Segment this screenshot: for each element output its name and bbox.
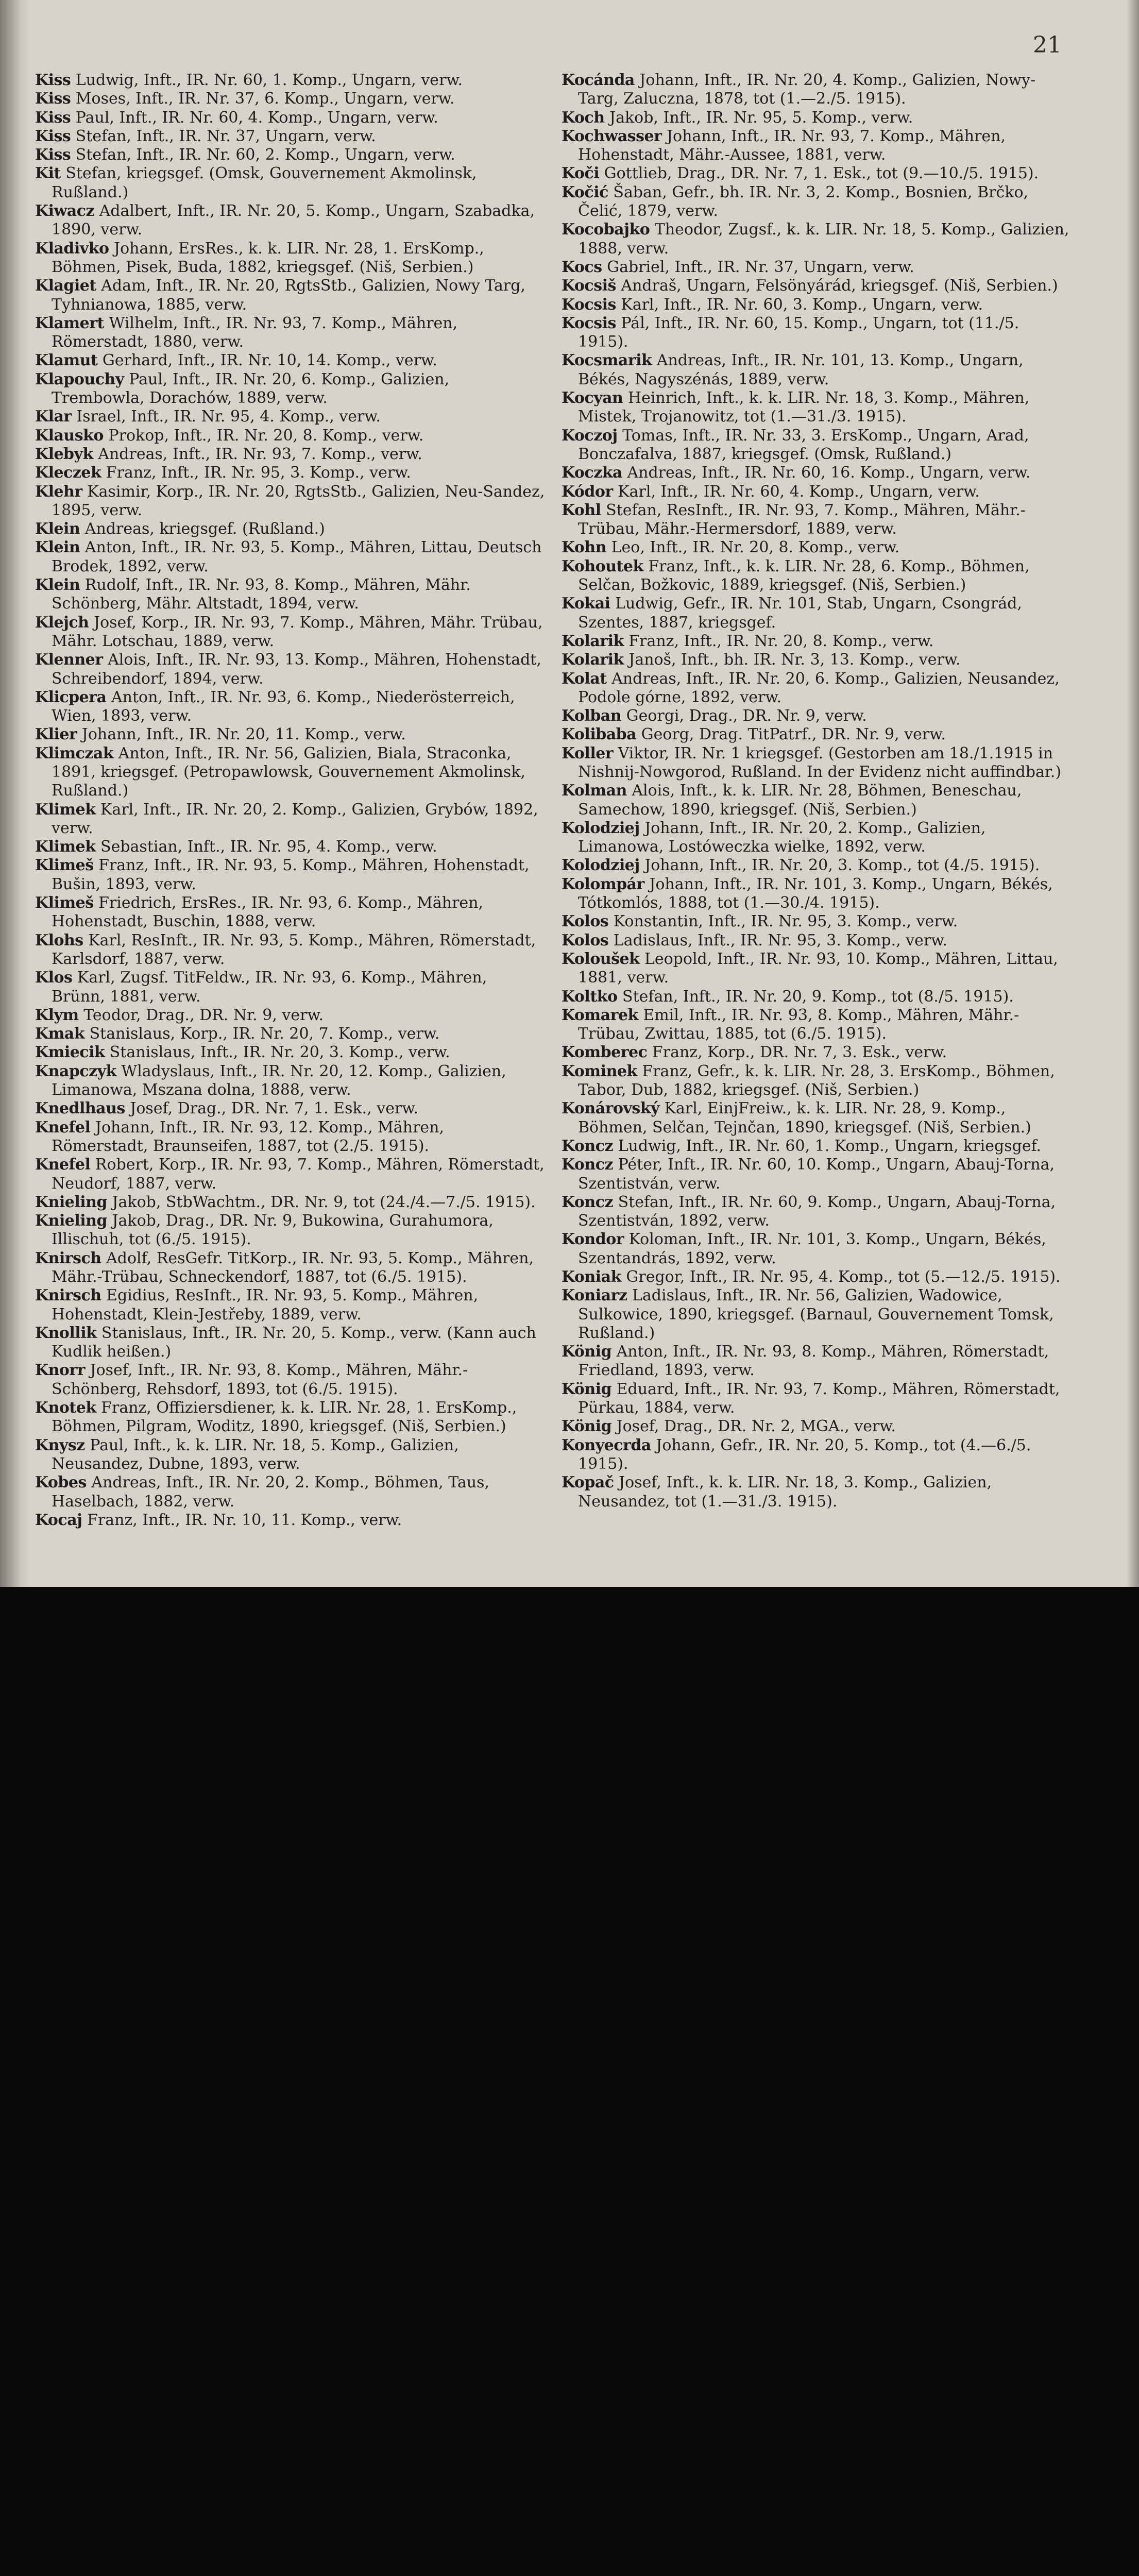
register-entry [562, 856, 1072, 875]
entry-details: Johann, Inft., IR. Nr. 20, 3. Komp., tot (4./5. 1915). [639, 856, 1040, 875]
entry-surname: Koncz [562, 1137, 614, 1155]
register-entry [35, 1249, 545, 1287]
entry-details: Pál, Inft., IR. Nr. 60, 15. Komp., Ungarn, tot (11./5. 1915). [578, 314, 1019, 351]
entry-details: Andraš, Ungarn, Felsönyárád, kriegsgef. (Niš, Serbien.) [616, 277, 1058, 295]
page-number: 21 [1033, 32, 1062, 58]
entry-surname: Klamut [35, 351, 98, 370]
register-entry [562, 744, 1072, 782]
entry-surname: Knollik [35, 1324, 97, 1342]
register-entry [35, 1511, 545, 1530]
register-entry [35, 538, 545, 576]
register-entry [562, 1380, 1072, 1418]
register-entry [562, 296, 1072, 314]
entry-details: Wilhelm, Inft., IR. Nr. 93, 7. Komp., Mähren, Römerstadt, 1880, verw. [52, 314, 458, 351]
entry-details: Georgi, Drag., DR. Nr. 9, verw. [621, 707, 867, 725]
entry-surname: Kohn [562, 538, 607, 557]
entry-surname: Kolompár [562, 875, 644, 893]
entry-surname: Knirsch [35, 1286, 101, 1305]
entry-surname: Kódor [562, 482, 613, 501]
entry-details: Gabriel, Inft., IR. Nr. 37, Ungarn, verw. [602, 258, 914, 276]
entry-surname: Kocsmarik [562, 351, 652, 370]
entry-surname: Kohl [562, 501, 601, 519]
entry-details: Johann, Inft., IR. Nr. 93, 12. Komp., Mähren, Römerstadt, Braunseifen, 1887, tot (2./5. 1915). [52, 1118, 445, 1155]
entry-details: Jakob, StbWachtm., DR. Nr. 9, tot (24./4.—7./5. 1915). [107, 1193, 536, 1211]
entry-surname: Kocyan [562, 389, 623, 408]
entry-surname: Knefel [35, 1156, 91, 1174]
register-entry [35, 1473, 545, 1511]
entry-details: Franz, Gefr., k. k. LIR. Nr. 28, 3. ErsKomp., Böhmen, Tabor, Dub, 1882, kriegsgef. (Niš, Serbien.) [578, 1062, 1055, 1099]
register-entry [35, 240, 545, 277]
entry-details: Josef, Drag., DR. Nr. 2, MGA., verw. [611, 1417, 896, 1436]
entry-details: Karl, EinjFreiw., k. k. LIR. Nr. 28, 9. Komp., Böhmen, Selčan, Tejnčan, 1890, kriegsgef. (Niš, Serbien.) [578, 1099, 1031, 1137]
register-entry [35, 445, 545, 464]
entry-details: Karl, Zugsf. TitFeldw., IR. Nr. 93, 6. Komp., Mähren, Brünn, 1881, verw. [52, 969, 487, 1006]
entry-surname: Koniak [562, 1268, 621, 1286]
entry-details: Andreas, Inft., IR. Nr. 93, 7. Komp., verw. [93, 445, 422, 463]
entry-details: Koloman, Inft., IR. Nr. 101, 3. Komp., Ungarn, Békés, Szentandrás, 1892, verw. [578, 1230, 1046, 1267]
entry-surname: Klimeš [35, 894, 94, 912]
entry-surname: Kohoutek [562, 557, 643, 575]
register-entry [562, 670, 1072, 707]
entry-details: Leopold, Inft., IR. Nr. 93, 10. Komp., Mähren, Littau, 1881, verw. [578, 950, 1058, 987]
entry-details: Karl, ResInft., IR. Nr. 93, 5. Komp., Mähren, Römerstadt, Karlsdorf, 1887, verw. [52, 931, 536, 968]
register-entry [562, 557, 1072, 595]
entry-details: Ludwig, Inft., IR. Nr. 60, 1. Komp., Ungarn, kriegsgef. [613, 1137, 1042, 1155]
entry-details: Prokop, Inft., IR. Nr. 20, 8. Komp., verw. [103, 426, 424, 445]
entry-surname: Kocs [562, 258, 602, 276]
page-gutter-shadow [0, 0, 30, 1587]
entry-details: Johann, ErsRes., k. k. LIR. Nr. 28, 1. ErsKomp., Böhmen, Pisek, Buda, 1882, kriegsgef. (Niš, Serbien.) [52, 239, 484, 276]
entry-surname: Knotek [35, 1399, 96, 1417]
register-entry [35, 725, 545, 744]
register-entry [562, 258, 1072, 277]
entry-surname: Kmak [35, 1025, 85, 1043]
entry-details: Franz, Inft., IR. Nr. 95, 3. Komp., verw. [101, 464, 411, 482]
register-entry [562, 277, 1072, 295]
entry-surname: Knysz [35, 1436, 85, 1454]
register-entry [35, 801, 545, 838]
entry-surname: Knieling [35, 1212, 107, 1230]
register-entry [35, 931, 545, 969]
entry-details: Péter, Inft., IR. Nr. 60, 10. Komp., Ungarn, Abauj-Torna, Szentistván, verw. [578, 1156, 1055, 1193]
entry-details: Gregor, Inft., IR. Nr. 95, 4. Komp., tot (5.—12./5. 1915). [621, 1268, 1061, 1286]
register-entry [562, 389, 1072, 427]
register-entry [35, 1156, 545, 1193]
entry-surname: Kiss [35, 108, 71, 127]
entry-surname: Kolodziej [562, 819, 640, 837]
entry-details: Sebastian, Inft., IR. Nr. 95, 4. Komp., verw. [95, 838, 437, 856]
entry-surname: Klejch [35, 613, 89, 632]
entry-details: Emil, Inft., IR. Nr. 93, 8. Komp., Mähren, Mähr.-Trübau, Zwittau, 1885, tot (6./5. 1915). [578, 1006, 1019, 1043]
register-entry [35, 1099, 545, 1118]
register-entry [562, 483, 1072, 501]
register-entry [562, 314, 1072, 352]
entry-surname: Kiss [35, 90, 71, 108]
register-entry [562, 109, 1072, 127]
entry-surname: König [562, 1417, 612, 1436]
register-entry [562, 1268, 1072, 1286]
entry-surname: Kondor [562, 1230, 624, 1249]
register-entry [562, 1193, 1072, 1231]
entry-details: Gottlieb, Drag., DR. Nr. 7, 1. Esk., tot (9.—10./5. 1915). [599, 164, 1039, 183]
entry-details: Stefan, kriegsgef. (Omsk, Gouvernement Akmolinsk, Rußland.) [52, 164, 477, 201]
entry-surname: König [562, 1380, 612, 1398]
entry-details: Franz, Inft., IR. Nr. 10, 11. Komp., verw. [82, 1511, 402, 1529]
entry-details: Robert, Korp., IR. Nr. 93, 7. Komp., Mähren, Römerstadt, Neudorf, 1887, verw. [52, 1156, 545, 1193]
entry-details: Jakob, Inft., IR. Nr. 95, 5. Komp., verw. [604, 108, 913, 127]
register-entry [562, 1156, 1072, 1193]
entry-surname: Koncz [562, 1193, 614, 1211]
register-entry [35, 90, 545, 108]
entry-surname: Kolarik [562, 632, 624, 650]
register-entry [35, 520, 545, 538]
entry-details: Moses, Inft., IR. Nr. 37, 6. Komp., Ungarn, verw. [71, 90, 455, 108]
entry-details: Stefan, Inft., IR. Nr. 37, Ungarn, verw. [71, 127, 376, 145]
viewer-footer [0, 1587, 1139, 1691]
entry-details: Alois, Inft., IR. Nr. 93, 13. Komp., Mähren, Hohenstadt, Schreibendorf, 1894, verw. [52, 651, 541, 688]
entry-details: Alois, Inft., k. k. LIR. Nr. 28, Böhmen, Beneschau, Samechow, 1890, kriegsgef. (Niš, Serbien.) [578, 782, 1022, 819]
entry-surname: Koch [562, 108, 605, 127]
register-entry [562, 501, 1072, 539]
entry-details: Teodor, Drag., DR. Nr. 9, verw. [78, 1006, 324, 1024]
entry-surname: Klimek [35, 800, 96, 819]
entry-surname: Kolban [562, 707, 622, 725]
entry-details: Karl, Inft., IR. Nr. 60, 4. Komp., Ungarn, verw. [613, 482, 980, 501]
register-entry [35, 1286, 545, 1324]
entry-surname: Kladivko [35, 239, 109, 258]
register-entry [35, 894, 545, 931]
register-entry [35, 576, 545, 614]
entry-details: Franz, Inft., k. k. LIR. Nr. 28, 6. Komp., Böhmen, Selčan, Božkovic, 1889, kriegsgef. (Niš, Serbien.) [578, 557, 1030, 595]
register-entry [562, 221, 1072, 258]
register-entry [562, 71, 1072, 109]
entry-details: Johann, Inft., IR. Nr. 101, 3. Komp., Ungarn, Békés, Tótkomlós, 1888, tot (1.—30./4. 1915). [578, 875, 1053, 912]
entry-surname: Kolos [562, 912, 609, 931]
entry-details: Franz, Korp., DR. Nr. 7, 3. Esk., verw. [647, 1043, 947, 1062]
entry-surname: Kočić [562, 183, 608, 201]
register-entry [35, 1324, 545, 1362]
entry-details: Johann, Inft., IR. Nr. 20, 4. Komp., Galizien, Nowy-Targ, Zaluczna, 1878, tot (1.—2./5. 1915). [578, 71, 1036, 108]
register-entry [35, 351, 545, 370]
entry-details: Franz, Inft., IR. Nr. 93, 5. Komp., Mähren, Hohenstadt, Bušin, 1893, verw. [52, 856, 530, 893]
entry-surname: Kiss [35, 71, 71, 89]
entry-details: Johann, Gefr., IR. Nr. 20, 5. Komp., tot (4.—6./5. 1915). [578, 1436, 1031, 1473]
register-entry [562, 538, 1072, 557]
register-entry [562, 1137, 1072, 1156]
register-entry [562, 819, 1072, 857]
entry-surname: Kocobajko [562, 221, 650, 239]
entry-details: Adolf, ResGefr. TitKorp., IR. Nr. 93, 5. Komp., Mähren, Mähr.-Trübau, Schneckendorf, 1887, tot (6./5. 1915). [52, 1249, 534, 1286]
register-entry [562, 1343, 1072, 1380]
entry-details: Johann, Inft., IR. Nr. 93, 7. Komp., Mähren, Hohenstadt, Mähr.-Aussee, 1881, verw. [578, 127, 1006, 164]
entry-surname: Klimek [35, 838, 96, 856]
register-entry [562, 351, 1072, 389]
entry-details: Viktor, IR. Nr. 1 kriegsgef. (Gestorben am 18./1.1915 in Nishnij-Nowgorod, Rußland. In der Evidenz nicht auffindbar.) [578, 744, 1062, 781]
entry-surname: Klenner [35, 651, 103, 669]
register-entry [35, 744, 545, 801]
entry-surname: Konárovský [562, 1099, 660, 1118]
register-entry [562, 1417, 1072, 1436]
entry-surname: Klicpera [35, 688, 107, 706]
register-entry [35, 614, 545, 651]
entry-details: Stefan, Inft., IR. Nr. 20, 9. Komp., tot (8./5. 1915). [617, 987, 1014, 1006]
entry-details: Paul, Inft., IR. Nr. 60, 4. Komp., Ungarn, verw. [71, 108, 438, 127]
entry-details: Friedrich, ErsRes., IR. Nr. 93, 6. Komp., Mähren, Hohenstadt, Buschin, 1888, verw. [52, 894, 484, 931]
entry-surname: Kit [35, 164, 61, 183]
entry-surname: Knorr [35, 1361, 86, 1380]
entry-surname: Kocaj [35, 1511, 82, 1529]
entry-details: Andreas, Inft., IR. Nr. 20, 6. Komp., Galizien, Neusandez, Podole górne, 1892, verw. [578, 669, 1060, 706]
register-entry [35, 109, 545, 127]
entry-details: Stanislaus, Inft., IR. Nr. 20, 3. Komp., verw. [105, 1043, 450, 1062]
register-entry [562, 707, 1072, 725]
entry-surname: Klagiet [35, 277, 96, 295]
entry-details: Jakob, Drag., DR. Nr. 9, Bukowina, Gurahumora, Illischuh, tot (6./5. 1915). [52, 1212, 494, 1249]
entry-surname: Knieling [35, 1193, 107, 1211]
entry-surname: Kocánda [562, 71, 635, 89]
entry-surname: Komberec [562, 1043, 648, 1062]
entry-surname: Klein [35, 538, 80, 557]
right-column [562, 71, 1072, 1511]
entry-surname: Knirsch [35, 1249, 101, 1267]
register-entry [35, 1212, 545, 1249]
register-entry [35, 408, 545, 426]
entry-details: Anton, Inft., IR. Nr. 93, 8. Komp., Mähren, Römerstadt, Friedland, 1893, verw. [578, 1343, 1049, 1380]
entry-details: Andreas, Inft., IR. Nr. 101, 13. Komp., Ungarn, Békés, Nagyszénás, 1889, verw. [578, 351, 1024, 388]
entry-surname: Kocsis [562, 295, 616, 314]
register-entry [35, 688, 545, 726]
register-entry [35, 483, 545, 520]
entry-details: Stefan, ResInft., IR. Nr. 93, 7. Komp., Mähren, Mähr.-Trübau, Mähr.-Hermersdorf, 1889, verw. [578, 501, 1026, 538]
entry-details: Johann, Inft., IR. Nr. 20, 2. Komp., Galizien, Limanowa, Lostóweczka wielke, 1892, verw. [578, 819, 986, 856]
entry-details: Theodor, Zugsf., k. k. LIR. Nr. 18, 5. Komp., Galizien, 1888, verw. [578, 221, 1069, 258]
entry-details: Andreas, Inft., IR. Nr. 60, 16. Komp., Ungarn, verw. [622, 464, 1031, 482]
entry-details: Ludwig, Gefr., IR. Nr. 101, Stab, Ungarn, Csongrád, Szentes, 1887, kriegsgef. [578, 595, 1022, 632]
entry-surname: Koči [562, 164, 600, 183]
entry-surname: Kocsis [562, 314, 616, 332]
register-entry [562, 595, 1072, 632]
register-entry [562, 950, 1072, 988]
entry-details: Karl, Inft., IR. Nr. 20, 2. Komp., Galizien, Grybów, 1892, verw. [52, 800, 538, 837]
entry-details: Paul, Inft., IR. Nr. 20, 6. Komp., Galizien, Trembowla, Dorachów, 1889, verw. [52, 370, 450, 408]
entry-surname: Kolibaba [562, 725, 637, 744]
register-entry [562, 427, 1072, 464]
entry-details: Heinrich, Inft., k. k. LIR. Nr. 18, 3. Komp., Mähren, Mistek, Trojanowitz, tot (1.—31./3. 1915). [578, 389, 1030, 426]
register-entry [562, 931, 1072, 950]
register-entry [562, 183, 1072, 221]
entry-details: Franz, Offiziersdiener, k. k. LIR. Nr. 28, 1. ErsKomp., Böhmen, Pilgram, Woditz, 1890, kriegsgef. (Niš, Serbien.) [52, 1399, 517, 1436]
entry-surname: Kiss [35, 146, 71, 164]
entry-surname: Knedlhaus [35, 1099, 125, 1118]
entry-surname: Klausko [35, 426, 104, 445]
register-entry [35, 146, 545, 164]
entry-surname: Klier [35, 725, 77, 744]
register-entry [562, 1286, 1072, 1343]
entry-surname: Kleczek [35, 464, 101, 482]
register-entry [35, 1361, 545, 1399]
register-entry [562, 464, 1072, 482]
register-entry [35, 1062, 545, 1100]
register-entry [562, 1473, 1072, 1511]
entry-details: Stanislaus, Inft., IR. Nr. 20, 5. Komp., verw. (Kann auch Kudlik heißen.) [52, 1324, 536, 1361]
entry-details: Josef, Korp., IR. Nr. 93, 7. Komp., Mähren, Mähr. Trübau, Mähr. Lotschau, 1889, verw. [52, 613, 543, 650]
register-entry [35, 71, 545, 90]
entry-details: Karl, Inft., IR. Nr. 60, 3. Komp., Ungarn, verw. [616, 295, 983, 314]
entry-details: Kasimir, Korp., IR. Nr. 20, RgtsStb., Galizien, Neu-Sandez, 1895, verw. [52, 482, 545, 519]
entry-details: Wladyslaus, Inft., IR. Nr. 20, 12. Komp., Galizien, Limanowa, Mszana dolna, 1888, verw. [52, 1062, 506, 1099]
register-entry [35, 164, 545, 202]
entry-surname: Knefel [35, 1118, 91, 1137]
entry-details: Josef, Inft., IR. Nr. 93, 8. Komp., Mähren, Mähr.-Schönberg, Rehsdorf, 1893, tot (6./5. 1915). [52, 1361, 468, 1398]
entry-details: Egidius, ResInft., IR. Nr. 93, 5. Komp., Mähren, Hohenstadt, Klein-Jestřeby, 1889, verw. [52, 1286, 479, 1324]
entry-details: Georg, Drag. TitPatrf., DR. Nr. 9, verw. [636, 725, 946, 744]
register-entry [35, 1006, 545, 1025]
entry-details: Stefan, Inft., IR. Nr. 60, 2. Komp., Ungarn, verw. [71, 146, 455, 164]
register-entry [35, 1118, 545, 1156]
register-entry [562, 912, 1072, 931]
entry-details: Gerhard, Inft., IR. Nr. 10, 14. Komp., verw. [97, 351, 437, 370]
entry-surname: König [562, 1343, 612, 1361]
entry-details: Franz, Inft., IR. Nr. 20, 8. Komp., verw. [623, 632, 934, 650]
register-entry [562, 1099, 1072, 1137]
entry-surname: Klym [35, 1006, 79, 1024]
entry-details: Stefan, Inft., IR. Nr. 60, 9. Komp., Ungarn, Abauj-Torna, Szentistván, 1892, verw. [578, 1193, 1056, 1230]
entry-surname: Konyecrda [562, 1436, 651, 1454]
register-entry [562, 1006, 1072, 1044]
entry-surname: Kolat [562, 669, 607, 688]
entry-surname: Kolos [562, 931, 609, 950]
register-entry [35, 1025, 545, 1043]
register-entry [562, 988, 1072, 1006]
entry-surname: Kiwacz [35, 202, 95, 221]
register-entry [35, 427, 545, 445]
entry-details: Anton, Inft., IR. Nr. 56, Galizien, Biala, Straconka, 1891, kriegsgef. (Petropawlowsk, Gouvernement Akmolinsk, Rußland.) [52, 744, 526, 800]
entry-details: Josef, Drag., DR. Nr. 7, 1. Esk., verw. [125, 1099, 418, 1118]
entry-details: Leo, Inft., IR. Nr. 20, 8. Komp., verw. [606, 538, 900, 557]
entry-details: Ladislaus, Inft., IR. Nr. 95, 3. Komp., verw. [608, 931, 947, 950]
entry-details: Andreas, kriegsgef. (Rußland.) [80, 520, 325, 538]
entry-details: Stanislaus, Korp., IR. Nr. 20, 7. Komp., verw. [84, 1025, 440, 1043]
entry-surname: Kopač [562, 1473, 614, 1492]
entry-surname: Klein [35, 576, 80, 595]
entry-details: Adalbert, Inft., IR. Nr. 20, 5. Komp., Ungarn, Szabadka, 1890, verw. [52, 202, 535, 239]
register-entry [35, 838, 545, 856]
entry-surname: Klos [35, 969, 73, 987]
entry-surname: Kobes [35, 1473, 87, 1492]
entry-surname: Koltko [562, 987, 618, 1006]
entry-surname: Kominek [562, 1062, 637, 1080]
register-entry [35, 856, 545, 894]
register-entry [562, 875, 1072, 913]
register-entry [562, 1230, 1072, 1268]
register-entry [562, 1043, 1072, 1062]
entry-surname: Komarek [562, 1006, 638, 1024]
entry-details: Tomas, Inft., IR. Nr. 33, 3. ErsKomp., Ungarn, Arad, Bonczafalva, 1887, kriegsgef. (Omsk, Rußland.) [578, 426, 1029, 463]
register-entry [562, 651, 1072, 669]
register-entry [562, 632, 1072, 651]
entry-details: Andreas, Inft., IR. Nr. 20, 2. Komp., Böhmen, Taus, Haselbach, 1882, verw. [52, 1473, 490, 1511]
entry-details: Janoš, Inft., bh. IR. Nr. 3, 13. Komp., verw. [623, 651, 961, 669]
register-entry [35, 202, 545, 240]
register-entry [35, 1436, 545, 1474]
register-entry [35, 127, 545, 146]
entry-surname: Klimeš [35, 856, 94, 875]
register-entry [35, 1399, 545, 1436]
entry-details: Šaban, Gefr., bh. IR. Nr. 3, 2. Komp., Bosnien, Brčko, Čelić, 1879, verw. [578, 183, 1029, 221]
entry-surname: Kokai [562, 595, 610, 613]
page-edge-shadow [1127, 0, 1139, 1587]
entry-surname: Klehr [35, 482, 82, 501]
entry-surname: Koloušek [562, 950, 640, 968]
entry-surname: Kolarik [562, 651, 624, 669]
entry-details: Anton, Inft., IR. Nr. 93, 5. Komp., Mähren, Littau, Deutsch Brodek, 1892, verw. [52, 538, 542, 575]
register-entry [35, 651, 545, 688]
register-entry [562, 1436, 1072, 1474]
left-column [35, 71, 545, 1530]
entry-surname: Koncz [562, 1156, 614, 1174]
entry-surname: Koller [562, 744, 614, 762]
entry-surname: Klapouchy [35, 370, 124, 388]
entry-details: Paul, Inft., k. k. LIR. Nr. 18, 5. Komp., Galizien, Neusandez, Dubne, 1893, verw. [52, 1436, 459, 1473]
register-entry [35, 969, 545, 1006]
entry-surname: Koniarz [562, 1286, 627, 1305]
register-entry [562, 127, 1072, 165]
register-entry [35, 370, 545, 408]
entry-details: Johann, Inft., IR. Nr. 20, 11. Komp., verw. [77, 725, 406, 744]
entry-details: Ladislaus, Inft., IR. Nr. 56, Galizien, Wadowice, Sulkowice, 1890, kriegsgef. (Barnaul, Gouvernement Tomsk, Rußland.) [578, 1286, 1054, 1342]
register-entry [35, 1043, 545, 1062]
register-entry [562, 782, 1072, 819]
entry-surname: Kolman [562, 782, 627, 800]
entry-surname: Knapczyk [35, 1062, 116, 1080]
entry-details: Rudolf, Inft., IR. Nr. 93, 8. Komp., Mähren, Mähr. Schönberg, Mähr. Altstadt, 1894, verw. [52, 576, 471, 613]
register-entry [35, 314, 545, 352]
entry-details: Ludwig, Inft., IR. Nr. 60, 1. Komp., Ungarn, verw. [71, 71, 463, 89]
entry-surname: Klein [35, 520, 80, 538]
entry-details: Konstantin, Inft., IR. Nr. 95, 3. Komp., verw. [608, 912, 958, 931]
entry-surname: Koczoj [562, 426, 618, 445]
register-entry [35, 1193, 545, 1212]
entry-details: Adam, Inft., IR. Nr. 20, RgtsStb., Galizien, Nowy Targ, Tyhnianowa, 1885, verw. [52, 277, 525, 314]
entry-surname: Klar [35, 408, 72, 426]
entry-surname: Kiss [35, 127, 71, 145]
entry-surname: Klamert [35, 314, 104, 332]
entry-surname: Koczka [562, 464, 622, 482]
register-entry [35, 464, 545, 482]
register-entry [562, 1062, 1072, 1100]
entry-surname: Kmiecik [35, 1043, 105, 1062]
register-entry [35, 277, 545, 314]
entry-surname: Klohs [35, 931, 83, 950]
entry-details: Eduard, Inft., IR. Nr. 93, 7. Komp., Mähren, Römerstadt, Pürkau, 1884, verw. [578, 1380, 1060, 1417]
entry-surname: Klimczak [35, 744, 114, 762]
register-entry [562, 164, 1072, 183]
entry-details: Anton, Inft., IR. Nr. 93, 6. Komp., Niederösterreich, Wien, 1893, verw. [52, 688, 515, 725]
entry-surname: Kocsiš [562, 277, 616, 295]
entry-surname: Kochwasser [562, 127, 662, 145]
register-entry [562, 725, 1072, 744]
entry-surname: Klebyk [35, 445, 93, 463]
entry-details: Israel, Inft., IR. Nr. 95, 4. Komp., verw. [71, 408, 381, 426]
entry-surname: Kolodziej [562, 856, 640, 875]
entry-details: Josef, Inft., k. k. LIR. Nr. 18, 3. Komp., Galizien, Neusandez, tot (1.—31./3. 1915). [578, 1473, 992, 1511]
